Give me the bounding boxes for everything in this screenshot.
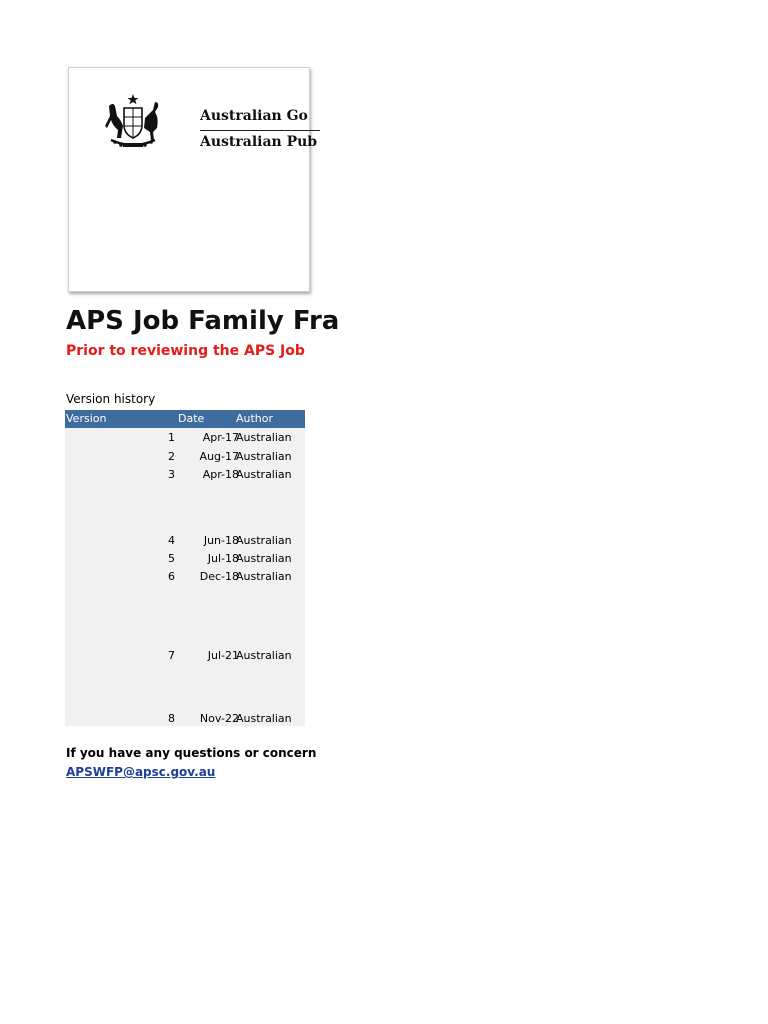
author-cell[interactable]: Australian bbox=[236, 712, 292, 725]
version-cell[interactable]: 4 bbox=[168, 534, 175, 547]
table-row bbox=[65, 532, 305, 548]
author-cell[interactable]: Australian bbox=[236, 468, 292, 481]
contact-text: If you have any questions or concern bbox=[66, 746, 317, 760]
column-header-author[interactable]: Author bbox=[236, 412, 274, 425]
version-cell[interactable]: 7 bbox=[168, 649, 175, 662]
column-header-date[interactable]: Date bbox=[178, 412, 205, 425]
spreadsheet-view bbox=[0, 0, 340, 1024]
notice-text: Prior to reviewing the APS Job bbox=[66, 343, 305, 359]
logo-divider bbox=[200, 130, 320, 131]
table-row bbox=[65, 466, 305, 482]
table-row bbox=[65, 550, 305, 566]
date-cell[interactable]: Dec-18 bbox=[199, 570, 239, 583]
author-cell[interactable]: Australian bbox=[236, 649, 292, 662]
date-cell[interactable]: Jul-21 bbox=[207, 649, 239, 662]
version-cell[interactable]: 8 bbox=[168, 712, 175, 725]
author-cell[interactable]: Australian bbox=[236, 534, 292, 547]
table-header bbox=[65, 410, 305, 428]
date-cell[interactable]: Nov-22 bbox=[199, 712, 239, 725]
table-row bbox=[65, 429, 305, 445]
version-cell[interactable]: 1 bbox=[168, 431, 175, 444]
date-cell[interactable]: Apr-17 bbox=[202, 431, 239, 444]
column-header-version[interactable]: Version bbox=[66, 412, 107, 425]
version-cell[interactable]: 3 bbox=[168, 468, 175, 481]
page-title: APS Job Family Fra bbox=[66, 306, 340, 336]
table-row bbox=[65, 710, 305, 726]
author-cell[interactable]: Australian bbox=[236, 450, 292, 463]
date-cell[interactable]: Apr-18 bbox=[202, 468, 239, 481]
logo-image bbox=[68, 67, 318, 292]
version-cell[interactable]: 5 bbox=[168, 552, 175, 565]
coat-of-arms-icon bbox=[103, 92, 163, 152]
contact-email-link[interactable]: APSWFP@apsc.gov.au bbox=[66, 765, 216, 779]
logo-text-line-2: Australian Pub bbox=[200, 134, 318, 150]
author-cell[interactable]: Australian bbox=[236, 570, 292, 583]
version-history-label: Version history bbox=[66, 392, 156, 406]
table-row bbox=[65, 647, 305, 663]
version-cell[interactable]: 2 bbox=[168, 450, 175, 463]
table-row bbox=[65, 568, 305, 584]
author-cell[interactable]: Australian bbox=[236, 552, 292, 565]
table-row bbox=[65, 448, 305, 464]
date-cell[interactable]: Jun-18 bbox=[203, 534, 239, 547]
author-cell[interactable]: Australian bbox=[236, 431, 292, 444]
version-cell[interactable]: 6 bbox=[168, 570, 175, 583]
date-cell[interactable]: Jul-18 bbox=[207, 552, 239, 565]
date-cell[interactable]: Aug-17 bbox=[199, 450, 239, 463]
logo-text-line-1: Australian Go bbox=[200, 108, 308, 124]
